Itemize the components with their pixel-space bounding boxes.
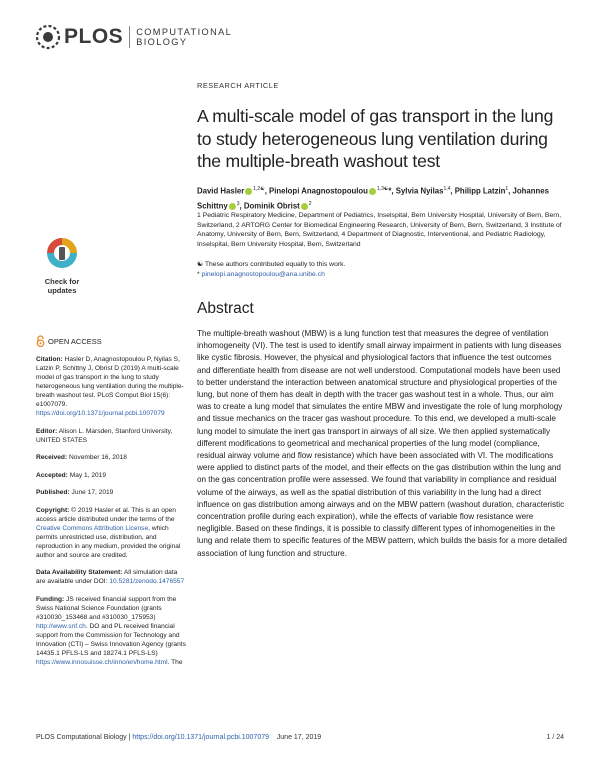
author-list [197, 183, 567, 212]
footer-citation [36, 734, 321, 741]
author-separator: *, [388, 186, 396, 196]
orcid-icon[interactable] [369, 188, 376, 195]
footer-doi-link[interactable]: https://doi.org/10.1371/journal.pcbi.1007079 [132, 734, 269, 741]
author-separator: , [264, 186, 270, 196]
crossmark-icon [45, 236, 79, 270]
author-notes [197, 260, 567, 279]
author-name: Johannes Schittny [197, 186, 549, 211]
author-affiliation-marker: 1,3☯ [376, 186, 389, 192]
article-type: RESEARCH ARTICLE [197, 81, 279, 90]
affiliations: 1 Pediatric Respiratory Medicine, Department of Pediatrics, Inselspital, Bern University Hospital, University of Bern, Bern, Switzerland, 2 ARTORG Center for Biomedical Engineering Research, University of Bern, Bern, Switzerland, 3 Institute of Anatomy, University of Bern, Bern, Switzerland, 4 Department of Diagnostic, Interventional, and Pediatric Radiology, Inselspital, Bern University Hospital, Bern, Switzerland [197, 212, 562, 248]
editor-label: Editor: [36, 427, 58, 435]
copyright-label: Copyright: [36, 506, 70, 514]
page-number: 1 / 24 [546, 734, 564, 741]
article-title: A multi-scale model of gas transport in the lung to study heterogeneous lung ventilation during the multiple-breath washout test [197, 106, 554, 171]
received-label: Received: [36, 454, 68, 461]
author-name: Sylvia Nyilas [395, 186, 444, 196]
citation-label: Citation: [36, 356, 63, 363]
open-access-text: OPEN ACCESS [48, 336, 102, 346]
citation-text: Hasler D, Anagnostopoulou P, Nyilas S, Latzin P, Schittny J, Obrist D (2019) A multi-scale model of gas transport in the lung to study heterogeneous lung ventilation during the multiple-breath washout test. PLoS Comput Biol 15(6): e1007079. [36, 356, 184, 408]
footer-journal: PLOS Computational Biology [36, 734, 127, 741]
corresponding-author: * pinelopi.anagnostopoulou@ana.unibe.ch [197, 270, 325, 278]
author-affiliation-marker: 1 [505, 186, 509, 192]
copyright-block [36, 506, 186, 560]
data-availability-label: Data Availability Statement: [36, 569, 123, 576]
footer-date: June 17, 2019 [276, 734, 322, 741]
crossmark-line1: Check for [44, 277, 80, 286]
citation-doi-link[interactable]: https://doi.org/10.1371/journal.pcbi.1007079 [36, 410, 165, 417]
abstract-heading: Abstract [197, 300, 254, 317]
funding-text-2: . DO and PL received financial support from the Commission for Technology and Innovation (CTI) – Swiss Innovation Agency (grants 14435.1 PFLS-LS and 18274.1 PFLS-LS) [36, 622, 186, 657]
innosuisse-link[interactable]: https://www.innosuisse.ch/inno/en/home.html [36, 658, 168, 666]
funding-label: Funding: [36, 595, 65, 603]
orcid-icon[interactable] [245, 188, 252, 195]
author-affiliation-marker: 1,4 [443, 186, 451, 192]
author-separator: , [239, 201, 244, 211]
author-affiliation-marker: 3 [236, 200, 240, 207]
citation-block [36, 355, 186, 418]
accepted-block [36, 471, 186, 480]
page-footer [36, 734, 564, 741]
published-date: June 17, 2019 [69, 489, 114, 496]
funding-text-3: . The [167, 658, 183, 666]
published-label: Published: [36, 489, 70, 496]
equal-contribution-note: ☯ These authors contributed equally to this work. [197, 261, 346, 268]
article-sidebar [36, 335, 186, 675]
open-access-label [36, 335, 186, 347]
data-availability-text: All simulation data are available under DOI: [36, 569, 178, 585]
author-affiliation-marker: 1,2☯ [253, 186, 265, 192]
accepted-date: May 1, 2019 [67, 471, 107, 479]
copyright-text: © 2019 Hasler et al. This is an open access article distributed under the terms of the [36, 506, 176, 523]
received-date: November 16, 2018 [67, 454, 127, 461]
data-doi-link[interactable]: 10.5281/zenodo.1476557 [109, 578, 185, 585]
corresponding-email-link[interactable]: pinelopi.anagnostopoulou@ana.unibe.ch [201, 270, 325, 278]
funding-text: JS received financial support from the Swiss National Science Foundation (grants #310030_153468 and #310030_175953) [36, 595, 177, 621]
abstract-body: The multiple-breath washout (MBW) is a lung function test that measures the degree of ventilation inhomogeneity (VI). The test is used to identify small airway impairment in patients with lung diseases like cystic fibrosis. However, the physical and physiological factors that influence the test outcomes and differentiate health from disease are not well understood. Computational models have been used to better understand the interaction between anatomical structure and physiological properties of the lung, but none of them has dealt in depth with the tracer gas washout test in a whole. Thus, our aim was to create a lung model that simulates the entire MBW and investigate the role of lung morphology and tissue mechanics on the tracer gas washout procedure. To this end, we developed a multi-scale lung model to simulate the inert gas transport in airways of all size. We then applied systematically different modifications to geometrical and mechanical properties of the lung model (compliance, residual airway volume and flow resistance) which have been associated with VI. The modifications were applied to distinct parts of the model, and their effects on the gas distribution within the lung and on the gas concentration profile were assessed. We found that variability in compliance and residual volume of the airways, as well as the spatial distribution of this variability in the lung had a direct influence on gas distribution among airways and on the MBW pattern (washout duration, characteristic concentration profile during each expiration), while the effects of variable flow resistance were negligible. Based on these findings, it is possible to classify different types of inhomogeneities in the lung and relate them to specific features of the MBW pattern, which builds the basis for a more detailed association of lung function and structure. [197, 329, 567, 558]
logo-divider [129, 26, 130, 48]
funding-block [36, 595, 186, 667]
journal-logo [35, 22, 232, 52]
license-link[interactable]: Creative Commons Attribution License [36, 524, 149, 532]
data-availability-block [36, 568, 186, 586]
copyright-text-end: , which permits unrestricted use, distribution, and reproduction in any medium, provided the original author and source are credited. [36, 524, 181, 559]
published-block [36, 488, 186, 497]
author-name: David Hasler [197, 186, 245, 196]
journal-name-line2: BIOLOGY [136, 37, 188, 47]
snf-link[interactable]: http://www.snf.ch [36, 622, 86, 630]
journal-name-line1: COMPUTATIONAL [136, 26, 233, 37]
footer-separator: | [126, 734, 133, 741]
journal-name [136, 27, 232, 48]
author-separator: , [508, 186, 513, 196]
open-lock-icon [36, 335, 45, 347]
crossmark-line2: updates [47, 286, 77, 295]
author-name: Philipp Latzin [454, 186, 506, 196]
author-separator: , [450, 186, 455, 196]
accepted-label: Accepted: [36, 471, 68, 479]
author-affiliation-marker: 2 [308, 200, 312, 207]
orcid-icon[interactable] [301, 203, 308, 210]
author-name: Dominik Obrist [243, 201, 300, 211]
orcid-icon[interactable] [229, 203, 236, 210]
editor-block [36, 427, 186, 445]
author-name: Pinelopi Anagnostopoulou [269, 186, 368, 196]
brand-name: PLOS [64, 25, 124, 48]
editor-text: Alison L. Marsden, Stanford University, UNITED STATES [36, 427, 173, 444]
check-for-updates-badge[interactable] [36, 236, 88, 295]
plos-logo-icon [35, 24, 61, 50]
received-block [36, 453, 186, 462]
